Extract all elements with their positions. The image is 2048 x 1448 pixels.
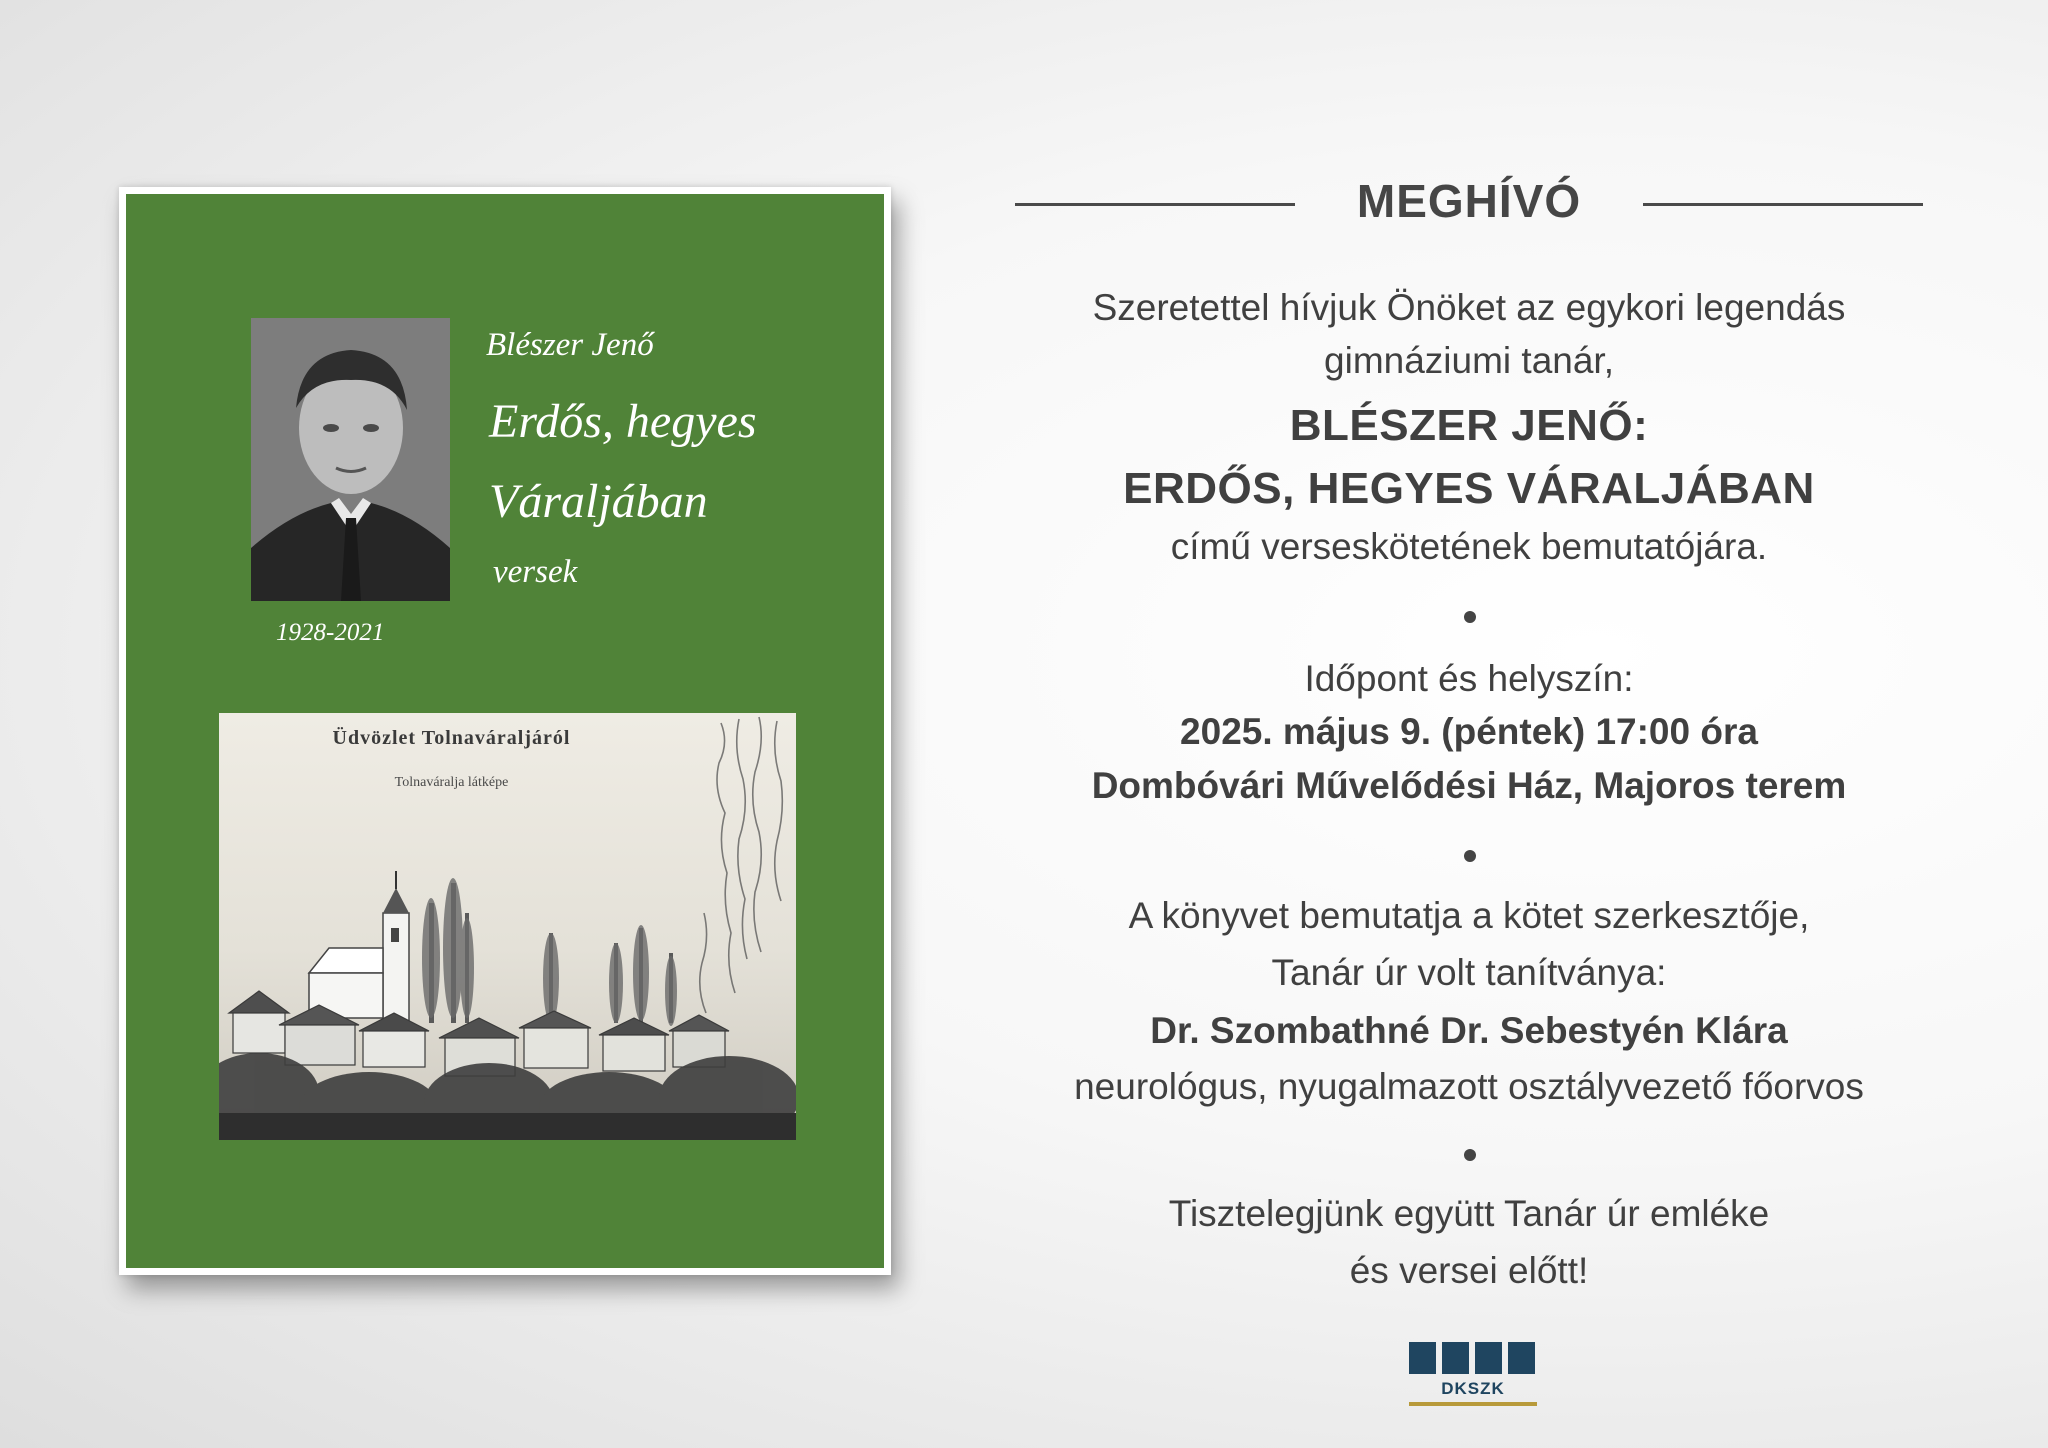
separator-dot-3 [1464,1149,1476,1161]
intro-line2: gimnáziumi tanár, [1324,340,1614,381]
separator-dot-1 [1464,611,1476,623]
heading-rule-left [1015,203,1295,206]
logo-text: DKSZK [1441,1379,1505,1398]
cover-title-line2: Váraljában [489,475,708,528]
postcard-caption: Tolnaváralja látképe [394,775,509,790]
presenter-name: Dr. Szombathné Dr. Sebestyén Klára [1150,1010,1788,1051]
intro-line1: Szeretettel hívjuk Önöket az egykori legendás [1092,287,1846,328]
presenter-title: neurológus, nyugalmazott osztályvezető főorvos [1074,1066,1864,1107]
closing-line1: Tisztelegjünk együtt Tanár úr emléke [1168,1193,1770,1234]
book-cover [119,187,891,1275]
presenter-line2: Tanár úr volt tanítványa: [1271,952,1667,993]
intro-line3: című verseskötetének bemutatójára. [1170,526,1768,567]
invitation-heading-row [1015,174,1923,234]
postcard-title: Üdvözlet Tolnaváraljáról [332,727,571,749]
presenter-line1: A könyvet bemutatja a kötet szerkesztője, [1128,895,1810,936]
cover-author: Blészer Jenő [486,327,654,363]
author-portrait [251,318,450,601]
book-title-line1: BLÉSZER JENŐ: [1289,401,1649,450]
closing-line2: és versei előtt! [1349,1250,1589,1291]
when-label: Időpont és helyszín: [1304,658,1634,699]
event-venue: Dombóvári Művelődési Ház, Majoros terem [1091,765,1847,806]
heading-rule-right [1643,203,1923,206]
logo-lamp-icon [1475,1342,1502,1374]
invitation-heading: MEGHÍVÓ [1356,175,1582,227]
logo-book-icon [1409,1342,1436,1374]
logo-drop-icon [1508,1342,1535,1374]
separator-dot-2 [1464,850,1476,862]
logo-leaf-icon [1442,1342,1469,1374]
cover-subtitle: versek [493,554,578,590]
dkszk-logo [1409,1342,1537,1412]
cover-years: 1928-2021 [276,619,385,646]
postcard-image [219,713,796,1140]
event-date: 2025. május 9. (péntek) 17:00 óra [1180,711,1758,752]
logo-underline [1409,1402,1537,1406]
cover-title-line1: Erdős, hegyes [489,395,757,448]
book-title-line2: ERDŐS, HEGYES VÁRALJÁBAN [1123,464,1815,513]
